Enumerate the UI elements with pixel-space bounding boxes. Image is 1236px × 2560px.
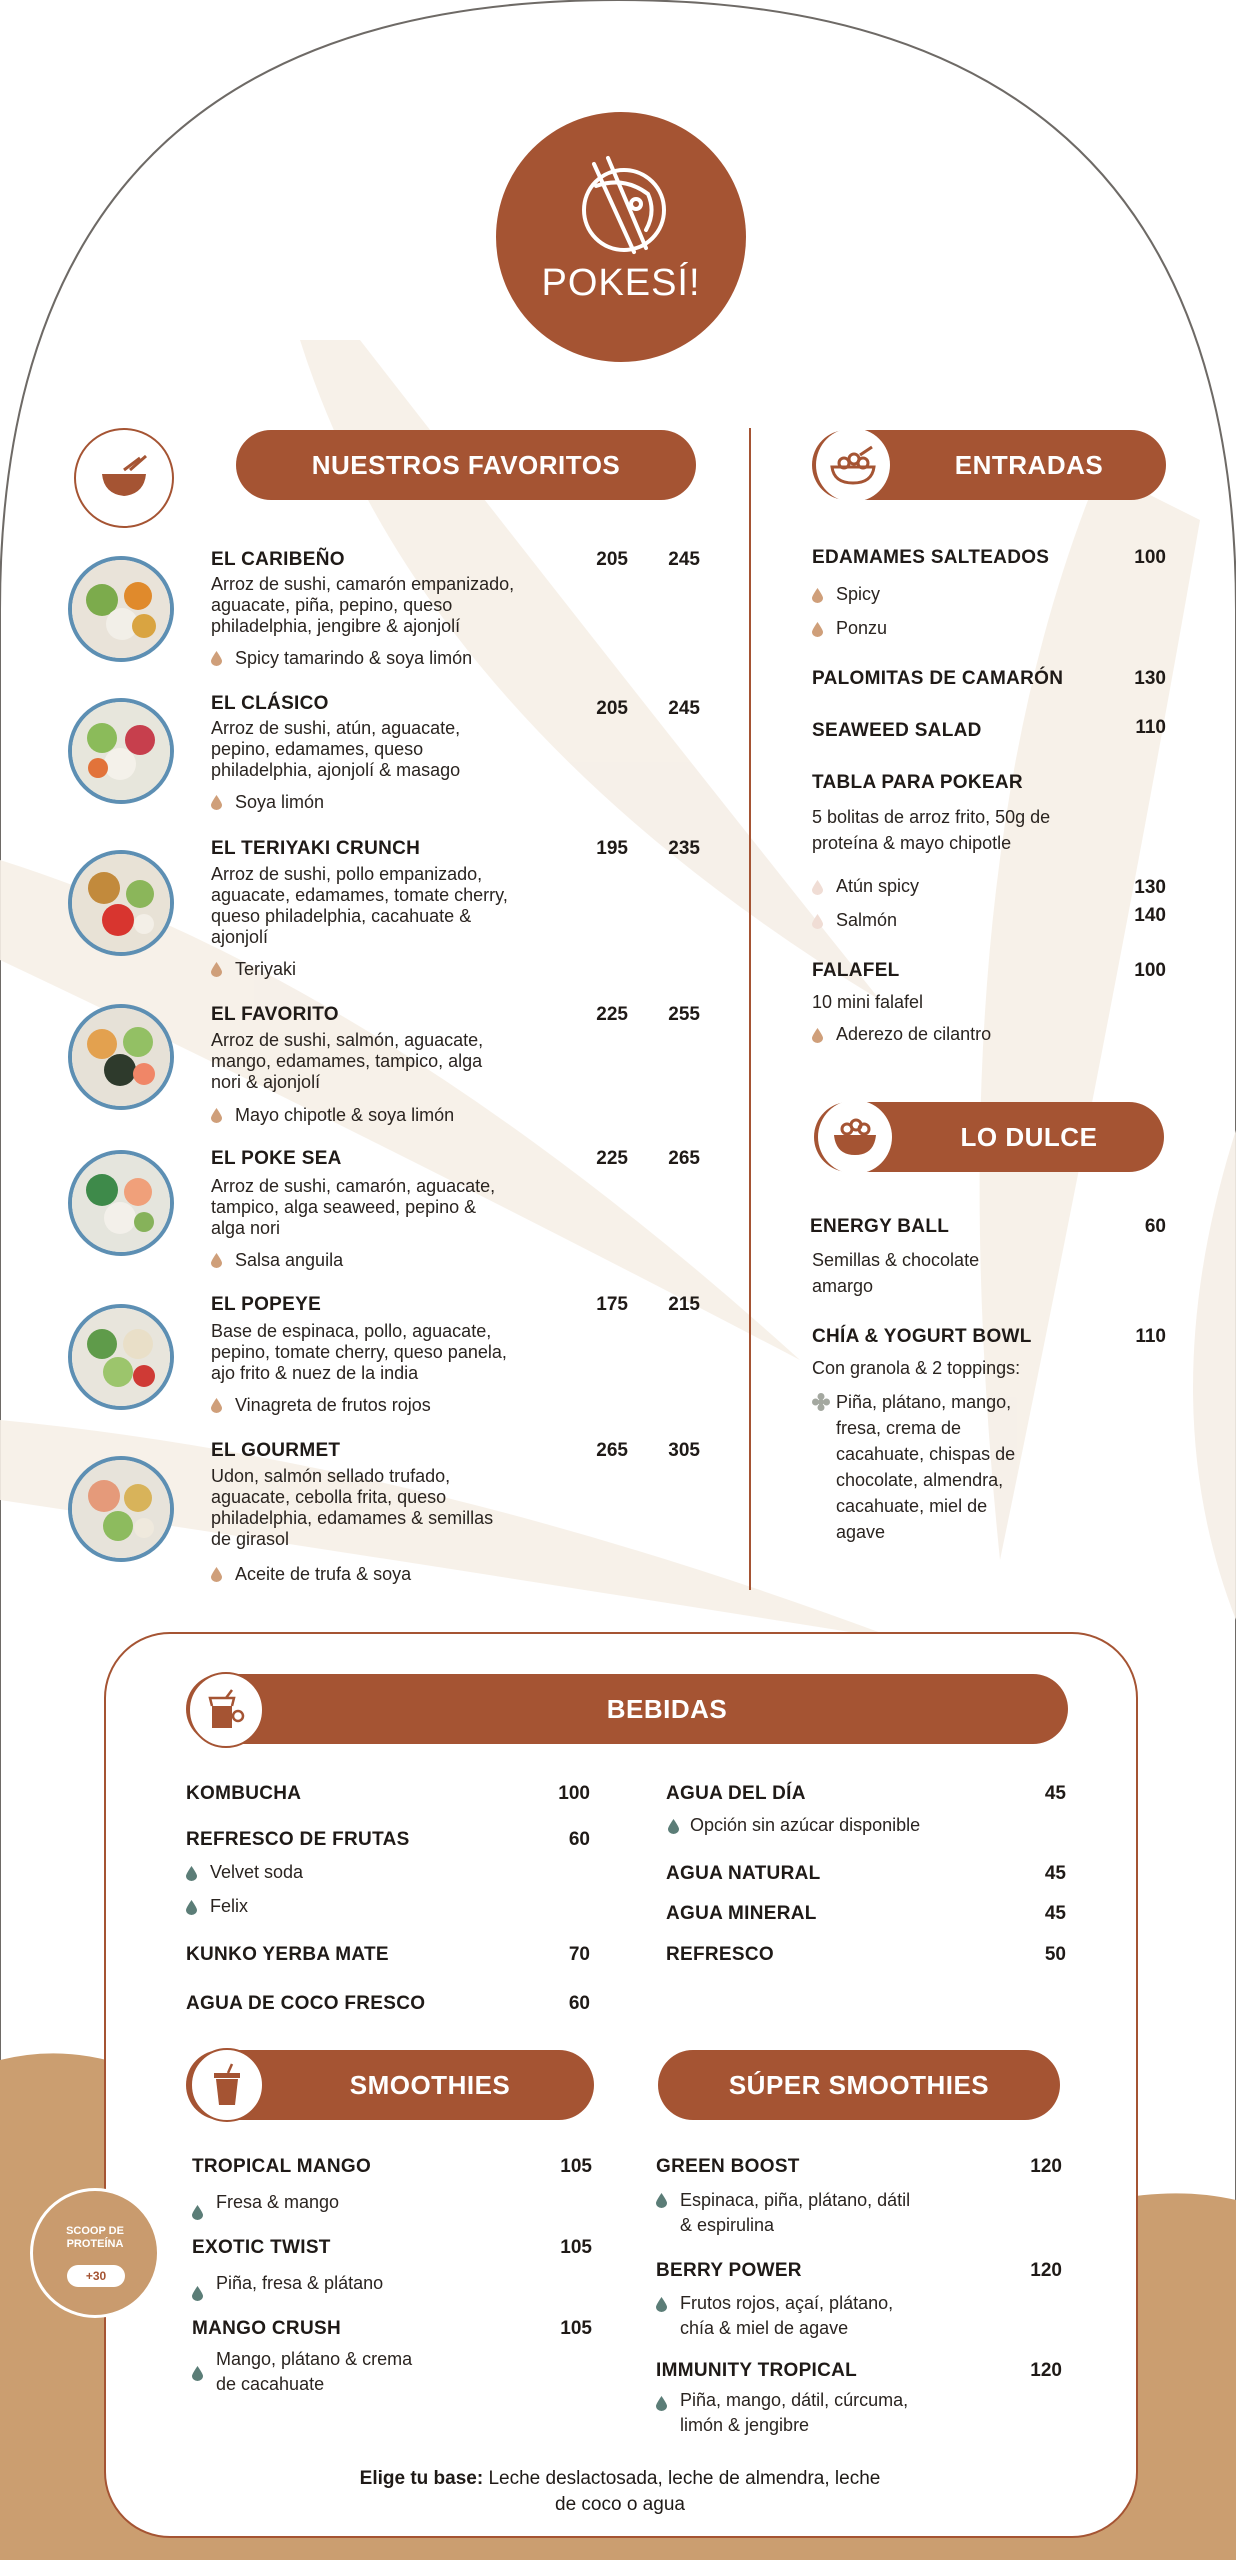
base-note-line2: de coco o agua <box>555 2494 685 2515</box>
sauce-drop-icon <box>211 1567 222 1582</box>
dish-name: EL GOURMET <box>211 1440 341 1461</box>
super-smoothies-title: SÚPER SMOOTHIES <box>658 2050 1060 2120</box>
dish-name: EL TERIYAKI CRUNCH <box>211 838 421 859</box>
column-divider <box>749 428 751 1590</box>
dish-description: Udon, salmón sellado trufado, aguacate, cebolla frita, queso philadelphia, edamames & semillas de girasol <box>211 1466 494 1549</box>
drink-drop-icon <box>656 2193 667 2208</box>
drink-drop-icon <box>186 1866 197 1881</box>
entrada-description: 10 mini falafel <box>812 992 924 1012</box>
dish-price-regular: 265 <box>596 1440 628 1461</box>
bebida-price: 70 <box>568 1944 590 1965</box>
dish-sauce: Soya limón <box>235 792 325 812</box>
drink-drop-icon <box>656 2396 667 2411</box>
bebida-name: KUNKO YERBA MATE <box>186 1944 389 1965</box>
entrada-price: 130 <box>1134 877 1166 898</box>
super-smoothie-name: IMMUNITY TROPICAL <box>656 2360 858 2381</box>
entrada-name: TABLA PARA POKEAR <box>812 772 1023 793</box>
entrada-price: 100 <box>1134 547 1166 568</box>
bebida-price: 45 <box>1044 1863 1066 1884</box>
dish-price-large: 245 <box>668 549 700 570</box>
sauce-drop-icon <box>211 1108 222 1123</box>
dish-name: EL FAVORITO <box>211 1004 339 1025</box>
entrada-option: Spicy <box>836 584 881 604</box>
sauce-drop-icon <box>812 1028 823 1043</box>
bebida-name: REFRESCO <box>666 1944 774 1965</box>
sauce-drop-icon <box>812 914 823 929</box>
bebida-price: 60 <box>568 1993 590 2014</box>
entrada-option: Salmón <box>836 910 898 930</box>
dish-price-large: 245 <box>668 698 700 719</box>
entrada-sauce: Aderezo de cilantro <box>836 1024 992 1044</box>
smoothie-description: Mango, plátano & crema de cacahuate <box>216 2349 413 2394</box>
bebida-price: 50 <box>1044 1944 1066 1965</box>
bebida-name: AGUA DE COCO FRESCO <box>186 1993 426 2014</box>
dulce-name: ENERGY BALL <box>810 1216 950 1237</box>
sauce-drop-icon <box>211 962 222 977</box>
smoothie-name: EXOTIC TWIST <box>192 2237 331 2258</box>
drink-drop-icon <box>192 2366 203 2381</box>
dish-description: Arroz de sushi, salmón, aguacate, mango, edamames, tampico, alga nori & ajonjolí <box>211 1030 484 1092</box>
dish-sauce: Salsa anguila <box>235 1250 344 1270</box>
bowl-icon <box>74 428 174 528</box>
dish-description: Arroz de sushi, pollo empanizado, aguacate, edamames, tomate cherry, queso philadelphia, cacahuate & ajonjolí <box>211 864 508 947</box>
bowl-photo-poke-sea <box>68 1150 174 1256</box>
entrada-option: Atún spicy <box>836 876 920 896</box>
dish-price-regular: 225 <box>596 1004 628 1025</box>
dish-price-regular: 205 <box>596 549 628 570</box>
super-smoothie-price: 120 <box>1030 2360 1062 2381</box>
super-smoothie-price: 120 <box>1030 2156 1062 2177</box>
drink-drop-icon <box>186 1900 197 1915</box>
dish-price-large: 235 <box>668 838 700 859</box>
dish-name: EL POKE SEA <box>211 1148 342 1169</box>
base-note <box>300 2466 940 2518</box>
smoothie-description: Fresa & mango <box>216 2192 340 2212</box>
smoothie-cup-icon <box>190 2048 264 2122</box>
dish-price-regular: 175 <box>596 1294 628 1315</box>
protein-scoop-badge <box>30 2188 160 2318</box>
bebidas-title: BEBIDAS <box>186 1674 1068 1744</box>
dish-sauce: Mayo chipotle & soya limón <box>235 1105 455 1125</box>
dulce-description: Con granola & 2 toppings: <box>812 1358 1021 1378</box>
sauce-drop-icon <box>812 588 823 603</box>
dish-description: Arroz de sushi, camarón, aguacate, tampico, alga seaweed, pepino & alga nori <box>211 1176 496 1238</box>
entrada-name: EDAMAMES SALTEADOS <box>812 547 1050 568</box>
dish-price-regular: 205 <box>596 698 628 719</box>
flower-bullet-icon <box>812 1393 830 1411</box>
smoothie-name: TROPICAL MANGO <box>192 2156 372 2177</box>
entrada-name: PALOMITAS DE CAMARÓN <box>812 668 1064 689</box>
dulce-price: 60 <box>1144 1216 1166 1237</box>
smoothie-price: 105 <box>560 2156 592 2177</box>
bowl-photo-caribeno <box>68 556 174 662</box>
dish-price-large: 305 <box>668 1440 700 1461</box>
entrada-name: FALAFEL <box>812 960 900 981</box>
dish-price-regular: 195 <box>596 838 628 859</box>
dulce-title: LO DULCE <box>814 1102 1164 1172</box>
super-smoothie-price: 120 <box>1030 2260 1062 2281</box>
sauce-drop-icon <box>211 651 222 666</box>
drink-drop-icon <box>656 2297 667 2312</box>
dumplings-icon <box>816 428 890 502</box>
dulce-description: Semillas & chocolate amargo <box>812 1250 980 1296</box>
super-smoothie-name: BERRY POWER <box>656 2260 802 2281</box>
super-smoothie-description: Frutos rojos, açaí, plátano, chía & miel de agave <box>680 2293 894 2338</box>
bowl-photo-teriyaki <box>68 850 174 956</box>
bebida-note: Opción sin azúcar disponible <box>690 1815 921 1835</box>
entrada-price: 140 <box>1134 905 1166 926</box>
scoop-line2: PROTEÍNA <box>66 2238 124 2250</box>
smoothie-name: MANGO CRUSH <box>192 2318 341 2339</box>
brand-name: POKESÍ! <box>541 262 701 304</box>
fish-chopsticks-icon <box>496 112 746 362</box>
sauce-drop-icon <box>812 880 823 895</box>
entradas-title: ENTRADAS <box>812 430 1166 500</box>
entrada-name: SEAWEED SALAD <box>812 720 982 741</box>
sauce-drop-icon <box>812 622 823 637</box>
smoothie-price: 105 <box>560 2318 592 2339</box>
smoothies-title: SMOOTHIES <box>186 2050 594 2120</box>
entrada-price: 130 <box>1134 668 1166 689</box>
bebida-option: Velvet soda <box>210 1862 304 1882</box>
bowl-photo-gourmet <box>68 1456 174 1562</box>
dish-price-regular: 225 <box>596 1148 628 1169</box>
dish-description: Base de espinaca, pollo, aguacate, pepino, tomate cherry, queso panela, ajo frito & nuez de la india <box>211 1321 507 1383</box>
bebida-price: 100 <box>558 1783 590 1804</box>
dulce-toppings: Piña, plátano, mango, fresa, crema de cacahuate, chispas de chocolate, almendra, cacahuate, miel de agave <box>836 1392 1016 1542</box>
entrada-description: 5 bolitas de arroz frito, 50g de proteína & mayo chipotle <box>812 807 1051 853</box>
bowl-photo-favorito <box>68 1004 174 1110</box>
entrada-option: Ponzu <box>836 618 888 638</box>
dish-name: EL CARIBEÑO <box>211 549 345 570</box>
entrada-price: 100 <box>1134 960 1166 981</box>
bowl-photo-popeye <box>68 1304 174 1410</box>
scoop-line1: SCOOP DE <box>66 2225 124 2237</box>
base-note-label: Elige tu base: <box>359 2468 484 2489</box>
bowl-photo-clasico <box>68 698 174 804</box>
dessert-bowl-icon <box>818 1100 892 1174</box>
dish-price-large: 255 <box>668 1004 700 1025</box>
super-smoothie-description: Piña, mango, dátil, cúrcuma, limón & jengibre <box>680 2390 909 2435</box>
brand-logo <box>496 112 746 362</box>
sauce-drop-icon <box>211 795 222 810</box>
entrada-price: 110 <box>1135 717 1166 738</box>
drink-drop-icon <box>192 2286 203 2301</box>
drink-drop-icon <box>192 2205 203 2220</box>
dish-description: Arroz de sushi, atún, aguacate, pepino, edamames, queso philadelphia, ajonjolí & masago <box>211 718 461 780</box>
bebida-name: KOMBUCHA <box>186 1783 302 1804</box>
bebida-price: 45 <box>1044 1903 1066 1924</box>
dish-price-large: 215 <box>668 1294 700 1315</box>
super-smoothie-description: Espinaca, piña, plátano, dátil & espirulina <box>680 2190 911 2235</box>
bebida-price: 60 <box>568 1829 590 1850</box>
super-smoothie-name: GREEN BOOST <box>656 2156 800 2177</box>
sauce-drop-icon <box>211 1253 222 1268</box>
bebida-option: Felix <box>210 1896 249 1916</box>
sauce-drop-icon <box>211 1398 222 1413</box>
bebida-name: AGUA MINERAL <box>666 1903 817 1924</box>
dish-sauce: Aceite de trufa & soya <box>235 1564 412 1584</box>
dulce-price: 110 <box>1135 1326 1166 1347</box>
dish-name: EL POPEYE <box>211 1294 322 1315</box>
dish-description: Arroz de sushi, camarón empanizado, aguacate, piña, pepino, queso philadelphia, jengibre & ajonjolí <box>211 574 515 636</box>
dish-sauce: Spicy tamarindo & soya limón <box>235 648 473 668</box>
bebida-name: AGUA NATURAL <box>666 1863 821 1884</box>
dish-price-large: 265 <box>668 1148 700 1169</box>
favoritos-title: NUESTROS FAVORITOS <box>236 430 696 500</box>
bebida-price: 45 <box>1044 1783 1066 1804</box>
drink-drop-icon <box>668 1819 679 1834</box>
base-note-line1: Leche deslactosada, leche de almendra, leche <box>483 2468 881 2489</box>
bebida-name: REFRESCO DE FRUTAS <box>186 1829 410 1850</box>
smoothie-price: 105 <box>560 2237 592 2258</box>
drink-icon <box>188 1672 264 1748</box>
bebida-name: AGUA DEL DÍA <box>666 1783 806 1804</box>
smoothie-description: Piña, fresa & plátano <box>216 2273 384 2293</box>
dish-name: EL CLÁSICO <box>211 693 329 714</box>
scoop-price-badge: +30 <box>67 2265 125 2287</box>
dulce-name: CHÍA & YOGURT BOWL <box>812 1326 1032 1347</box>
dish-sauce: Vinagreta de frutos rojos <box>235 1395 431 1415</box>
dish-sauce: Teriyaki <box>235 959 297 979</box>
